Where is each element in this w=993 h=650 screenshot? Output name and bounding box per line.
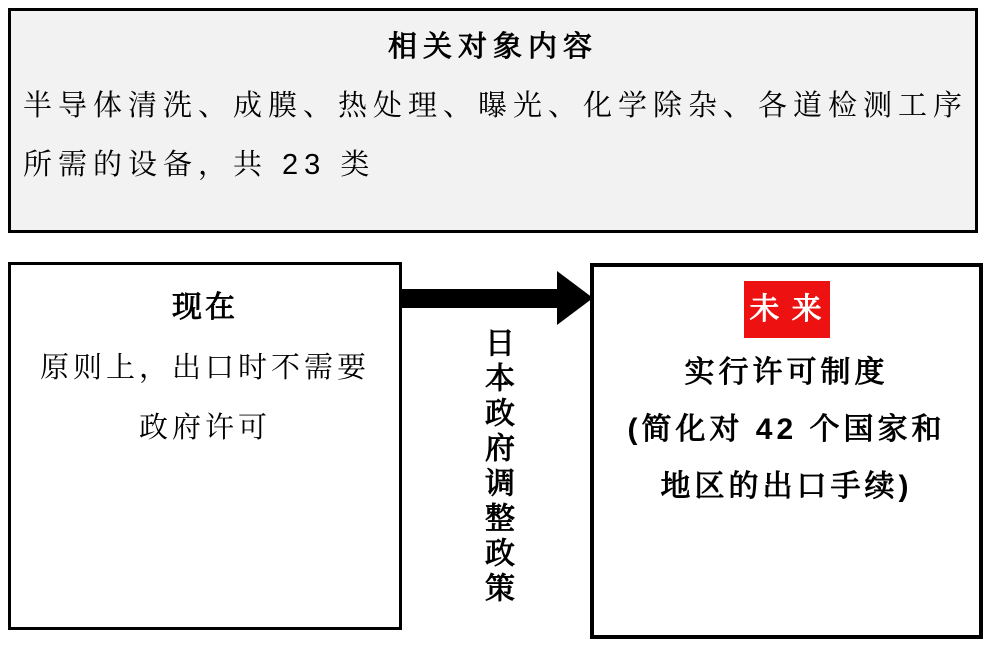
related-content-box	[8, 8, 978, 233]
related-content-line2: 所需的设备，共 23 类	[23, 149, 376, 181]
present-line2: 政府许可	[138, 412, 271, 444]
present-box	[8, 262, 402, 630]
policy-vertical-label: 日本政府调整政策	[480, 327, 513, 607]
present-line1: 原则上，出口时不需要	[39, 352, 370, 384]
related-content-title: 相关对象内容	[387, 31, 598, 63]
policy-label-container	[402, 327, 590, 607]
right-arrow-head-icon	[557, 271, 593, 325]
future-box	[590, 263, 983, 639]
future-line3: 地区的出口手续)	[660, 470, 913, 503]
related-content-line1: 半导体清洗、成膜、热处理、曝光、化学除杂、各道检测工序	[23, 90, 969, 122]
right-arrow-icon	[402, 289, 559, 308]
future-badge: 未 来	[744, 281, 830, 338]
present-title: 现在	[172, 291, 238, 324]
future-line1: 实行许可制度	[684, 356, 889, 389]
future-line2: (简化对 42 个国家和	[627, 413, 946, 446]
